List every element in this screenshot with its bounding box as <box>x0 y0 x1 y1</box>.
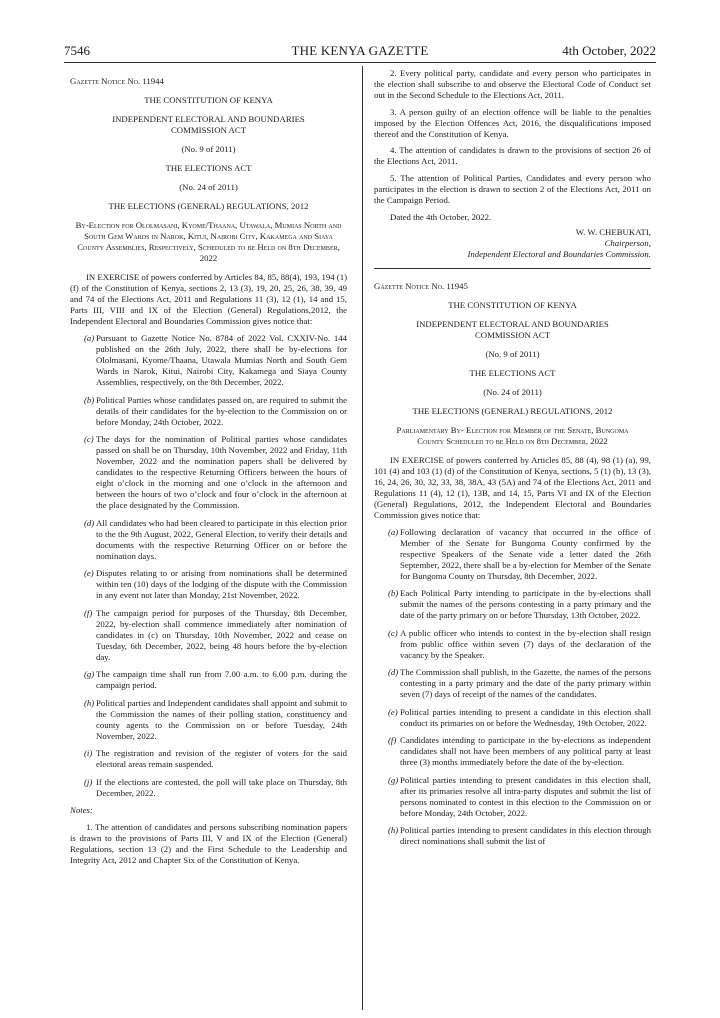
constitution-heading-2: THE CONSTITUTION OF KENYA <box>448 299 577 310</box>
issue-date: 4th October, 2022 <box>562 43 656 58</box>
item-text: The campaign time shall run from 7.00 a.m. to 6.00 p.m. during the campaign period. <box>96 669 347 690</box>
list-item <box>70 518 347 562</box>
item-label: (h) <box>388 825 399 835</box>
notes-heading: Notes: <box>70 805 93 815</box>
notice-subtitle-2: Parliamentary By- Election for Member of the Senate, Bungoma County Scheduled to be Held on 8th December, 2022 <box>396 424 629 446</box>
act-number: (No. 9 of 2011) <box>181 144 236 154</box>
act-heading-2: THE ELECTIONS ACT <box>165 163 252 173</box>
left-column <box>70 68 347 872</box>
item-label: (i) <box>84 748 93 758</box>
item-label: (j) <box>84 776 93 787</box>
list-item <box>70 333 347 388</box>
list-item <box>70 395 347 428</box>
item-label: (b) <box>388 588 399 598</box>
item-label: (d) <box>388 667 399 677</box>
notice-number-2: Gazette Notice No. 11945 <box>374 280 468 291</box>
item-label: (f) <box>84 607 93 618</box>
item-text: Disputes relating to or arising from nominations shall be determined within ten (10) days of the lodging of the dispute with the Commission in any event not later than Monday, 21st November, 2022. <box>96 568 347 600</box>
signatory-name: W. W. CHEBUKATI, <box>575 226 651 237</box>
constitution-heading: THE CONSTITUTION OF KENYA <box>144 95 273 105</box>
notice-number: Gazette Notice No. 11944 <box>70 76 164 86</box>
item-text: Political parties intending to present candidates in this election shall, after its primaries resolve all intra-party disputes and submit the list of persons nominated to contest in this election to the Commission on or before Monday, 24th October, 2022. <box>400 774 651 818</box>
note-item: 1. The attention of candidates and persons subscribing nomination papers is drawn to the provisions of Parts III, V and IX of the Election (General) Regulations, section 13 (2) and the First Schedule to the Leadership and Integrity Act, 2012 and Chapter Six of the Constitution of Kenya. <box>70 822 347 865</box>
regulations-heading-2: THE ELECTIONS (GENERAL) REGULATIONS, 2012 <box>412 405 613 416</box>
item-label: (c) <box>84 434 94 444</box>
item-label: (a) <box>84 333 95 343</box>
act-number-2: (No. 24 of 2011) <box>179 182 238 192</box>
item-text: Following declaration of vacancy that occurred in the office of Member of the Senate for Bungoma County confirmed by the respective Speakers of the Senate vide a letter dated the 26th September, 2022, there shall be a by-election for Member of the Senate for Bungoma County on Thursday, 8th December, 2022. <box>400 526 651 581</box>
item-label: (d) <box>84 517 95 528</box>
page-number: 7546 <box>64 43 90 58</box>
act-number-3: (No. 9 of 2011) <box>485 348 540 359</box>
item-label: (e) <box>388 706 398 717</box>
act-heading: INDEPENDENT ELECTORAL AND BOUNDARIES COMMISSION ACT <box>112 114 305 135</box>
list-item <box>70 748 347 770</box>
item-text: A public officer who intends to contest in the by-election shall resign from public office within seven (7) days of the declaration of the vacancy by the Speaker. <box>400 627 651 660</box>
note-item: 4. The attention of candidates is drawn to the provisions of section 26 of the Elections Act, 2011. <box>374 145 651 166</box>
signatory-organization: Independent Electoral and Boundaries Commission. <box>467 248 651 259</box>
right-column <box>374 68 651 854</box>
list-item <box>374 825 651 847</box>
notice-intro-2: IN EXERCISE of powers conferred by Articles 85, 88 (4), 98 (1) (a), 99, 101 (4) and 103 (1) (d) of the Constitution of Kenya, sections, 5 (1) (b), 13 (3), 16, 24, 26, 30, 32, 33, 38, 38A, 43 (5A) and 74 of the Elections Act, 2011 and Regulations 11 (4), 12 (1), 13B, and 14, 15, Parts VI and IX of the Election (General) Regulations, 2012, the Independent Electoral and Boundaries Commission gives notice that: <box>374 454 651 520</box>
list-item <box>374 667 651 700</box>
list-item <box>70 777 347 799</box>
item-text: Political parties and Independent candidates shall appoint and submit to the Commission the names of their polling station, constituency and county agents to the Commission on or before Tuesday, 24th November, 2022. <box>96 697 348 741</box>
item-label: (b) <box>84 394 95 405</box>
act-heading-3: INDEPENDENT ELECTORAL AND BOUNDARIES COMMISSION ACT <box>416 318 609 340</box>
item-label: (c) <box>388 627 398 638</box>
page-header <box>64 43 656 61</box>
notice-items-2 <box>374 527 651 848</box>
signatory-role: Chairperson, <box>604 237 651 248</box>
list-item <box>374 527 651 582</box>
act-number-4: (No. 24 of 2011) <box>483 386 542 397</box>
item-text: All candidates who had been cleared to participate in this election prior to the the 9th August, 2022, General Election, to verify their details and documents with the respective Returning Officer on or before the nomination days. <box>96 517 347 561</box>
list-item <box>374 735 651 768</box>
list-item <box>70 698 347 742</box>
item-text: Candidates intending to participate in the by-elections as independent candidates shall not have been members of any political party at least three (3) months immediately before the date of the by-election. <box>400 735 651 767</box>
list-item <box>374 628 651 661</box>
item-text: Political parties intending to present candidates in this election through direct nominations shall submit the list of <box>400 825 651 846</box>
notice-separator <box>374 268 651 269</box>
regulations-heading: THE ELECTIONS (GENERAL) REGULATIONS, 2012 <box>108 201 309 211</box>
column-divider <box>362 66 363 1010</box>
list-item <box>70 608 347 663</box>
item-label: (g) <box>388 774 399 785</box>
list-item <box>70 434 347 511</box>
item-text: Political Parties whose candidates passed on, are required to submit the details of their candidates for the by-election to the Commission on or before Monday, 24th October, 2022. <box>96 394 347 427</box>
act-heading-4: THE ELECTIONS ACT <box>469 367 556 378</box>
item-text: The days for the nomination of Political parties whose candidates passed on shall be on Thursday, 10th November, 2022 and Friday, 11th November, 2022 and the nomination papers shall be delivered by candidates to the respective Returning Officers between the hours of eight o’clock in the morning and one o’clock in the afternoon and between the hours of two o’clock and four o’clock in the afternoon at the place designated by the Commission. <box>96 434 347 510</box>
item-text: The registration and revision of the register of voters for the said electoral areas remain suspended. <box>96 748 347 769</box>
item-text: Political parties intending to present a candidate in this election shall conduct its primaries on or before the Wednesday, 19th October, 2022. <box>400 706 651 728</box>
item-label: (a) <box>388 526 399 537</box>
note-item: 2. Every political party, candidate and every person who participates in the election shall subscribe to and observe the Electoral Code of Conduct set out in the Second Schedule to the Elections Act, 2011. <box>374 68 651 100</box>
list-item <box>70 669 347 691</box>
dated-line: Dated the 4th October, 2022. <box>390 211 492 222</box>
item-text: If the elections are contested, the poll will take place on Thursday, 8th December, 2022. <box>96 776 347 798</box>
item-label: (e) <box>84 568 94 578</box>
list-item <box>374 588 651 621</box>
notice-subtitle: By-Election for Ololmasani, Kyome/Thaana, Utawala, Mumias North and South Gem Wards in Narok, Kitui, Nairobi City, Kakamega and Siaya County Assemblies, Respectively, Scheduled to be Held on 8th December, 2022 <box>75 220 342 263</box>
item-text: Each Political Party intending to participate in the by-elections shall submit the names of the persons contesting in a party primary and the date of the party primary on or before Thursday, 13th October, 2022. <box>400 588 651 620</box>
item-text: Pursuant to Gazette Notice No. 8784 of 2022 Vol. CXXIV-No. 144 published on the 26th July, 2022, there shall be by-elections for Ololmasani, Kyome/Thaana, Utawala Mumias North and South Gem Wards in Narok, Kitui, Nairobi City, Kakamega and Siaya County Assemblies, respectively, on the 8th December, 2022. <box>96 333 347 387</box>
item-label: (h) <box>84 697 95 708</box>
list-item <box>374 775 651 819</box>
list-item <box>70 568 347 601</box>
item-text: The campaign period for purposes of the Thursday, 8th December, 2022, by-election shall commence immediately after nomination of candidates in (c) on Thursday, 10th November, 2022 and cease on Tuesday, 6th December, 2022, being 48 hours before the by-election day. <box>96 607 347 662</box>
item-label: (f) <box>388 735 397 745</box>
note-item: 5. The attention of Political Parties, Candidates and every person who participates in the election is drawn to section 2 of the Elections Act, 2011 on the Campaign Period. <box>374 172 651 205</box>
note-item: 3. A person guilty of an election offence will be liable to the penalties imposed by the Election Offences Act, 2016, the disqualifications imposed thereof and the Constitution of Kenya. <box>374 106 651 139</box>
item-text: The Commission shall publish, in the Gazette, the names of the persons contesting in a party primary and the date of the party primary within seven (7) days of receipt of the names of the candidates. <box>400 667 651 699</box>
list-item <box>374 707 651 729</box>
gazette-title: THE KENYA GAZETTE <box>291 43 429 58</box>
header-rule <box>64 62 656 63</box>
notice-items <box>70 333 347 799</box>
notice-intro: IN EXERCISE of powers conferred by Articles 84, 85, 88(4), 193, 194 (1) (f) of the Constitution of Kenya, sections 2, 13 (3), 19, 20, 25, 26, 38, 39, 49 and 74 of the Elections Act, 2011 and Regulations 11 (3), 12 (1), 14 and 15, Parts III, VIII and IX of the Election (General) Regulations,2012, the Independent Electoral and Boundaries Commission gives notice that: <box>70 272 347 326</box>
item-label: (g) <box>84 669 95 679</box>
